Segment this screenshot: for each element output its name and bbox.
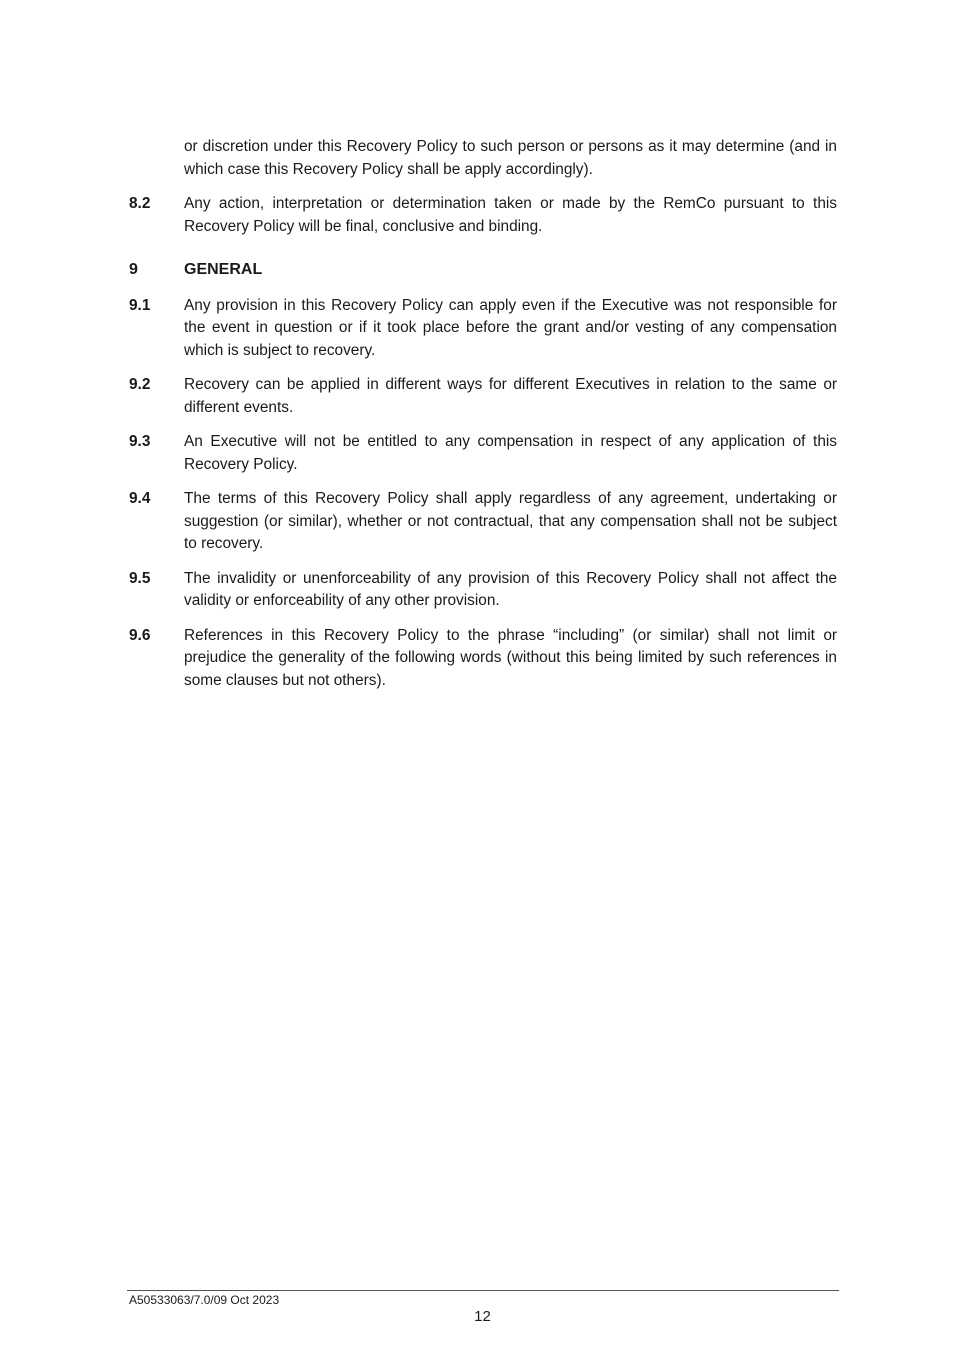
clause-9-3 [129,431,837,476]
clause-text: Any action, interpretation or determination taken or made by the RemCo pursuant to this Recovery Policy will be final, conclusive and binding. [184,195,837,235]
section-heading [129,259,837,282]
continuation-paragraph: or discretion under this Recovery Policy to such person or persons as it may determine (and in which case this Recovery Policy shall be apply accordingly). [184,138,837,178]
clause-number: 9.3 [129,433,151,450]
section-number: 9 [129,261,138,278]
clause-number: 9.5 [129,569,151,587]
clause-number: 9.2 [129,376,151,393]
clause-text: Recovery can be applied in different ways for different Executives in relation to the same or different events. [184,376,837,416]
clause-text: An Executive will not be entitled to any compensation in respect of any application of this Recovery Policy. [184,433,837,473]
footer-divider [127,1290,839,1291]
clause-9-1 [129,295,837,363]
clause-text: The invalidity or unenforceability of any provision of this Recovery Policy shall not affect the validity or enforceability of any other provision. [184,569,837,609]
clause-number: 9.4 [129,490,151,507]
clause-number: 8.2 [129,195,151,212]
clause-number: 9.1 [129,296,151,314]
clause-text: The terms of this Recovery Policy shall apply regardless of any agreement, undertaking or suggestion (or similar), whether or not contractual, that any compensation shall not be subject to recovery. [184,490,837,552]
clause-text: References in this Recovery Policy to the phrase “including” (or similar) shall not limit or prejudice the generality of the following words (without this being limited by such references in some clauses but not others). [184,626,837,689]
section-title: GENERAL [184,261,263,278]
clause-number: 9.6 [129,626,151,644]
document-body [129,136,837,704]
page-number: 12 [474,1308,491,1325]
footer-reference: A50533063/7.0/09 Oct 2023 [129,1293,280,1307]
clause-9-4 [129,488,837,556]
clause-text: Any provision in this Recovery Policy can apply even if the Executive was not responsible for the event in question or if it took place before the grant and/or vesting of any compensation which is subject to recovery. [184,296,837,359]
clause-9-6 [129,625,837,693]
clause-8-2 [129,193,837,238]
clause-9-2 [129,374,837,419]
clause-9-5 [129,568,837,613]
